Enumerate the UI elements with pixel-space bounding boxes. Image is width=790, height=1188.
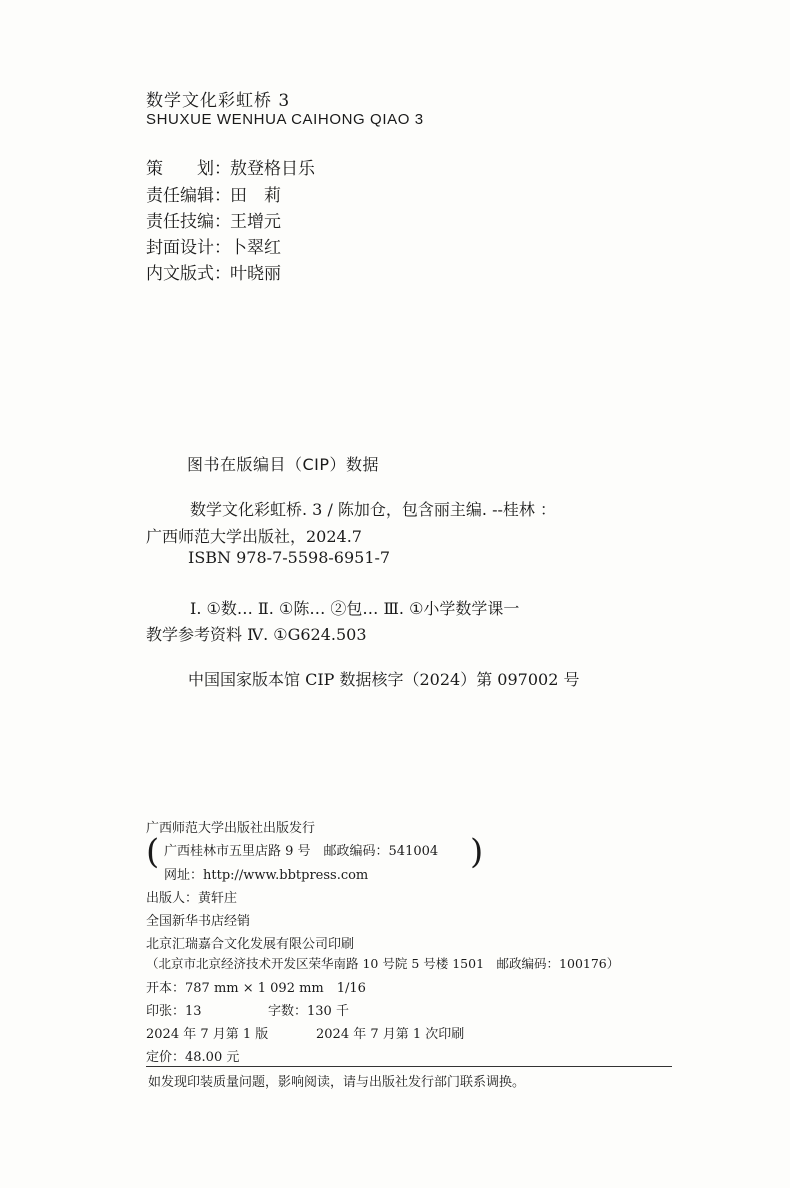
credit-label: 内文版式： [146,264,231,284]
credit-tech-editor [146,207,281,232]
book-title: 数学文化彩虹桥 3 [146,91,291,111]
credit-editor [146,181,281,206]
publisher-person: 出版人：黄轩庄 [146,891,238,906]
publisher-website: 网址：http://www.bbtpress.com [164,868,369,883]
credit-label: 策 划： [146,159,231,179]
printing: 2024 年 7 月第 1 次印刷 [316,1027,465,1042]
credit-cover-design [146,233,281,258]
credit-label: 责任编辑： [146,186,231,206]
cip-entry-line2: 广西师范大学出版社，2024.7 [146,527,362,546]
cip-class-line1: Ⅰ. ①数… Ⅱ. ①陈… ②包… Ⅲ. ①小学数学课一 [190,599,520,618]
credit-value: 敖登格日乐 [230,159,315,179]
printer: 北京汇瑞嘉合文化发展有限公司印刷 [146,937,355,952]
divider-line [146,1066,672,1067]
book-format: 开本：787 mm × 1 092 mm 1/16 [146,981,366,996]
cip-isbn: ISBN 978-7-5598-6951-7 [188,548,391,567]
cip-entry-line1: 数学文化彩虹桥. 3 / 陈加仓，包含丽主编. --桂林 ： [190,500,556,519]
book-title-pinyin: SHUXUE WENHUA CAIHONG QIAO 3 [146,111,424,128]
credit-label: 责任技编： [146,212,231,232]
word-count: 字数：130 千 [268,1004,349,1019]
credit-layout [146,259,281,284]
price: 定价：48.00 元 [146,1050,240,1065]
close-bracket: ) [470,832,484,872]
credit-planner [146,154,315,179]
publisher-address: 广西桂林市五里店路 9 号 邮政编码：541004 [164,844,439,859]
edition: 2024 年 7 月第 1 版 [146,1027,269,1042]
credit-value: 卜翠红 [230,238,281,258]
cip-heading: 图书在版编目（CIP）数据 [187,455,380,474]
quality-notice: 如发现印装质量问题，影响阅读，请与出版社发行部门联系调换。 [148,1075,526,1090]
cip-record-number: 中国国家版本馆 CIP 数据核字（2024）第 097002 号 [188,670,580,689]
credit-value: 叶晓丽 [230,264,281,284]
print-sheets: 印张：13 [146,1004,202,1019]
credit-value: 田 莉 [230,186,281,206]
open-bracket: ( [146,832,160,872]
credit-value: 王增元 [230,212,281,232]
cip-class-line2: 教学参考资料 Ⅳ. ①G624.503 [146,625,367,644]
printer-address: （北京市北京经济技术开发区荣华南路 10 号院 5 号楼 1501 邮政编码：100176） [146,956,620,971]
distributor: 全国新华书店经销 [146,914,251,929]
credit-label: 封面设计： [146,238,231,258]
publisher-issuer: 广西师范大学出版社出版发行 [146,821,316,836]
